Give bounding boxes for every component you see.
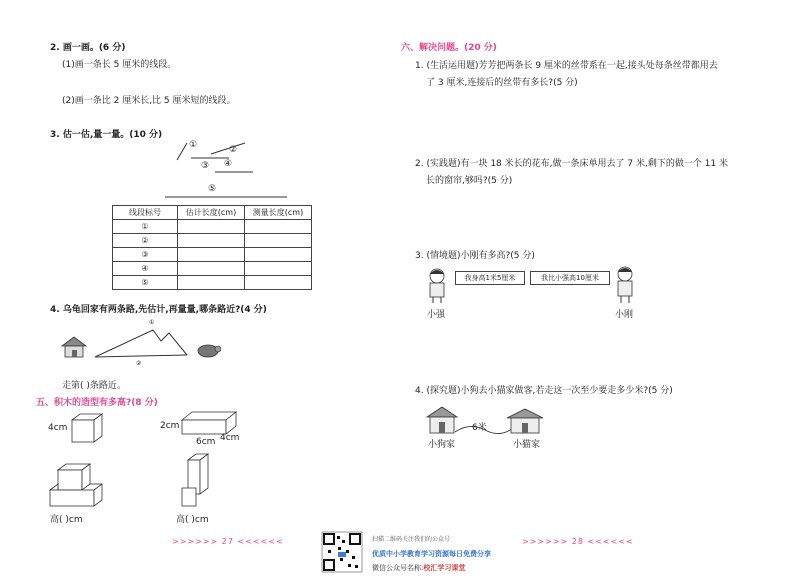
ad-line2-prefix: 微信公众号名称: — [372, 564, 424, 572]
measure-cell[interactable] — [245, 234, 312, 248]
q2-title: 2. 画一画。(6 分) — [50, 43, 126, 53]
q2-item2: (2)画一条比 2 厘米长,比 5 厘米短的线段。 — [62, 96, 236, 106]
q4-title: 4. 乌龟回家有两条路,先估计,再量量,哪条路近?(4 分) — [50, 305, 267, 315]
row-label: ⑤ — [113, 276, 178, 290]
q3-title: 3. 估一估,量一量。(10 分) — [50, 130, 163, 140]
r-q3-title: 3. (情境题)小刚有多高?(5 分) — [415, 251, 535, 261]
ad-caption: 扫描二维码关注我们的公众号 — [372, 536, 451, 543]
table-row — [113, 248, 312, 262]
section5-answer-2: 高( )cm — [176, 515, 209, 525]
table-row — [113, 220, 312, 234]
name-xiaogang: 小刚 — [615, 310, 634, 320]
q3-measure-table — [112, 205, 312, 290]
ad-line2 — [372, 563, 465, 573]
cube-figure — [70, 412, 106, 444]
estimate-cell[interactable] — [178, 248, 245, 262]
page-number-left: >>>>>> 27 <<<<<< — [172, 537, 284, 546]
boy-xiaogang-icon — [612, 266, 638, 304]
q2-item1: (1)画一条长 5 厘米的线段。 — [62, 60, 177, 70]
estimate-cell[interactable] — [178, 276, 245, 290]
ad-account-name: 校汇学习课堂 — [423, 564, 466, 572]
cube-height-label: 4cm — [48, 423, 68, 433]
q3-label-1: ① — [189, 140, 198, 150]
house-icon — [60, 335, 88, 359]
route-distance: 6米 — [472, 423, 487, 433]
estimate-cell[interactable] — [178, 262, 245, 276]
label-dog-home: 小狗家 — [428, 440, 456, 450]
prism-depth-label: 4cm — [220, 433, 240, 443]
q3-label-2: ② — [229, 145, 238, 155]
row-label: ③ — [113, 248, 178, 262]
ad-line1: 优质中小学教育学习资源每日免费分享 — [372, 550, 491, 558]
speech-bubble-2: 我比小强高10厘米 — [530, 271, 610, 285]
q3-label-3: ③ — [201, 161, 210, 171]
measure-cell[interactable] — [245, 248, 312, 262]
speech-bubble-1: 我身高1米5厘米 — [455, 271, 525, 285]
prism-height-label: 2cm — [160, 421, 180, 431]
r-q2-line2: 长的窗帘,够吗?(5 分) — [426, 176, 513, 186]
boy-xiaoqiang-icon — [425, 268, 451, 304]
table-header: 估计长度(cm) — [178, 206, 245, 220]
path-label-2: ② — [136, 360, 142, 367]
measure-cell[interactable] — [245, 262, 312, 276]
path-label-1: ① — [149, 319, 155, 326]
section5-title: 五、积木的造型有多高?(8 分) — [36, 398, 158, 408]
name-xiaoqiang: 小强 — [427, 310, 446, 320]
section5-answer-1: 高( )cm — [50, 515, 83, 525]
estimate-cell[interactable] — [178, 234, 245, 248]
cat-house-icon — [505, 407, 545, 435]
measure-cell[interactable] — [245, 276, 312, 290]
r-q1-line1: 1. (生活运用题)芳芳把两条长 9 厘米的丝带系在一起,接头处每条丝带都用去 — [415, 61, 718, 71]
r-q1-line2: 了 3 厘米,连接后的丝带有多长?(5 分) — [426, 78, 578, 88]
table-header-row — [113, 206, 312, 220]
r-q2-line1: 2. (实践题)有一块 18 米长的花布,做一条床单用去了 7 米,剩下的做一个 11 米 — [415, 159, 728, 169]
dog-house-icon — [425, 405, 459, 435]
row-label: ② — [113, 234, 178, 248]
measure-cell[interactable] — [245, 220, 312, 234]
row-label: ④ — [113, 262, 178, 276]
qr-code-icon — [322, 532, 362, 572]
q3-label-4: ④ — [224, 159, 233, 169]
table-row — [113, 276, 312, 290]
q4-paths — [95, 325, 205, 370]
stacked-blocks-2 — [180, 452, 220, 512]
estimate-cell[interactable] — [178, 220, 245, 234]
r-q4-title: 4. (探究题)小狗去小猫家做客,若走这一次至少要走多少米?(5 分) — [415, 386, 673, 396]
prism-length-label: 6cm — [196, 437, 216, 447]
table-header: 线段标号 — [113, 206, 178, 220]
table-row — [113, 262, 312, 276]
table-row — [113, 234, 312, 248]
q4-answer: 走第( )条路近。 — [62, 381, 126, 391]
page-number-right: >>>>>> 28 <<<<<< — [522, 537, 634, 546]
section6-title: 六、解决问题。(20 分) — [401, 43, 497, 53]
row-label: ① — [113, 220, 178, 234]
label-cat-home: 小猫家 — [513, 440, 541, 450]
q3-label-5: ⑤ — [208, 184, 217, 194]
table-header: 测量长度(cm) — [245, 206, 312, 220]
turtle-icon — [196, 342, 222, 358]
stacked-blocks-1 — [48, 462, 108, 512]
